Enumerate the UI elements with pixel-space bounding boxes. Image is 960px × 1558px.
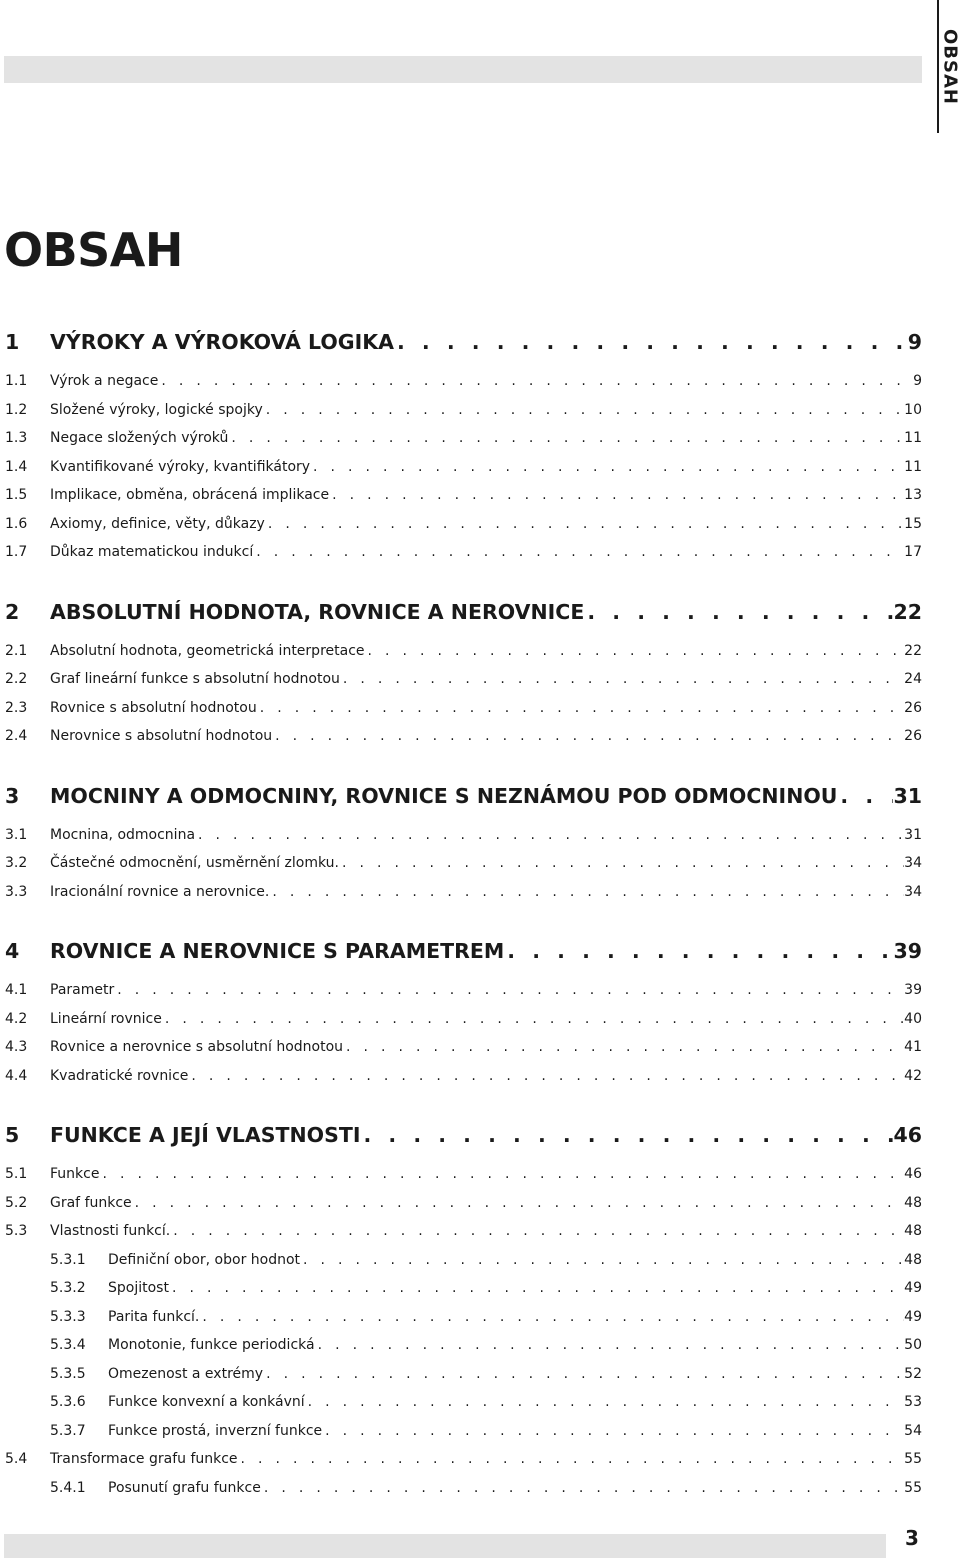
entry-number: 1.6 <box>5 515 28 532</box>
dot-leader <box>265 516 904 532</box>
dot-leader <box>238 1451 905 1467</box>
toc-chapter <box>0 330 922 573</box>
entry-title: Lineární rovnice <box>50 1010 162 1027</box>
chapter-heading[interactable] <box>0 1123 922 1166</box>
toc-subsection-entry[interactable] <box>0 1280 922 1309</box>
entry-number: 2.1 <box>5 642 28 659</box>
dot-leader <box>310 459 904 475</box>
entry-number: 1.7 <box>5 544 28 560</box>
dot-leader <box>253 544 904 560</box>
dot-leader <box>228 430 904 446</box>
entry-title: Kvantifikované výroky, kvantifikátory <box>50 458 311 475</box>
toc-subsection-entry[interactable] <box>0 1309 922 1338</box>
chapter-number: 5 <box>5 1123 20 1147</box>
entry-title: Nerovnice s absolutní hodnotou <box>50 728 273 744</box>
chapter-page: 46 <box>893 1123 922 1147</box>
toc-subsection-entry[interactable] <box>0 1480 922 1509</box>
dot-leader <box>257 700 904 716</box>
toc-section-entry[interactable] <box>0 700 922 729</box>
dot-leader <box>360 1123 893 1147</box>
entry-page: 40 <box>904 1010 922 1027</box>
chapter-title: ABSOLUTNÍ HODNOTA, ROVNICE A NEROVNICE <box>50 599 585 624</box>
chapter-title: MOCNINY A ODMOCNINY, ROVNICE S NEZNÁMOU POD ODMOCNINOU <box>50 783 838 808</box>
entry-title: Negace složených výroků <box>50 430 229 446</box>
entry-title: Graf funkce <box>50 1194 132 1211</box>
chapter-page: 39 <box>893 939 922 963</box>
entry-title: Implikace, obměna, obrácená implikace <box>50 487 330 503</box>
toc-section-entry[interactable] <box>0 827 922 856</box>
entry-page: 34 <box>904 883 922 900</box>
entry-number: 4.1 <box>5 982 28 998</box>
entry-number: 1.5 <box>5 487 28 503</box>
toc-section-entry[interactable] <box>0 671 922 700</box>
entry-title: Spojitost <box>108 1280 169 1296</box>
entry-number: 4.3 <box>5 1039 28 1055</box>
entry-page: 52 <box>904 1365 922 1382</box>
toc-section-entry[interactable] <box>0 487 922 516</box>
dot-leader <box>170 1223 904 1239</box>
entry-title: Funkce konvexní a konkávní <box>108 1394 305 1410</box>
toc-section-entry[interactable] <box>0 459 922 488</box>
entry-title: Částečné odmocnění, usměrnění zlomku. <box>50 855 339 871</box>
entry-title: Definiční obor, obor hodnot <box>108 1251 301 1268</box>
dot-leader <box>263 402 904 418</box>
entry-page: 55 <box>904 1479 922 1496</box>
toc-subsection-entry[interactable] <box>0 1394 922 1423</box>
toc-section-entry[interactable] <box>0 1166 922 1195</box>
dot-leader <box>504 939 893 963</box>
toc-section-entry[interactable] <box>0 1039 922 1068</box>
toc-subsection-entry[interactable] <box>0 1337 922 1366</box>
entry-title: Složené výroky, logické spojky <box>50 401 263 418</box>
side-tab <box>939 0 960 133</box>
entry-page: 49 <box>904 1280 922 1296</box>
toc-section-entry[interactable] <box>0 1011 922 1040</box>
dot-leader <box>195 827 904 843</box>
chapter-heading[interactable] <box>0 784 922 827</box>
entry-number: 5.3.7 <box>50 1422 86 1439</box>
dot-leader <box>261 1480 904 1496</box>
toc-section-entry[interactable] <box>0 855 922 884</box>
entry-page: 26 <box>904 699 922 716</box>
entry-number: 5.1 <box>5 1166 28 1182</box>
entry-number: 5.3 <box>5 1223 28 1239</box>
dot-leader <box>322 1423 904 1439</box>
entry-number: 5.3.5 <box>50 1365 86 1382</box>
entry-page: 49 <box>904 1308 922 1325</box>
toc-section-entry[interactable] <box>0 430 922 459</box>
entry-number: 1.4 <box>5 458 28 475</box>
entry-page: 53 <box>904 1394 922 1410</box>
page-number: 3 <box>905 1526 919 1550</box>
dot-leader <box>340 671 904 687</box>
header-bar <box>4 56 922 83</box>
toc-section-entry[interactable] <box>0 982 922 1011</box>
entry-number: 3.1 <box>5 826 28 843</box>
entry-page: 9 <box>913 373 922 389</box>
entry-number: 3.3 <box>5 883 28 900</box>
entry-number: 5.3.2 <box>50 1280 86 1296</box>
chapter-title: VÝROKY A VÝROKOVÁ LOGIKA <box>50 330 394 354</box>
toc-section-entry[interactable] <box>0 1451 922 1480</box>
toc-section-entry[interactable] <box>0 516 922 545</box>
dot-leader <box>305 1394 905 1410</box>
entry-title: Monotonie, funkce periodická <box>108 1337 315 1353</box>
entry-number: 4.4 <box>5 1067 28 1084</box>
dot-leader <box>272 728 904 744</box>
dot-leader <box>837 784 893 808</box>
dot-leader <box>269 884 904 900</box>
table-of-contents <box>0 330 922 1535</box>
entry-title: Vlastnosti funkcí. <box>50 1223 171 1239</box>
entry-page: 42 <box>904 1067 922 1084</box>
entry-number: 5.4.1 <box>50 1479 86 1496</box>
entry-title: Posunutí grafu funkce <box>108 1479 261 1496</box>
entry-number: 5.4 <box>5 1451 28 1467</box>
dot-leader <box>394 330 908 354</box>
entry-page: 55 <box>904 1451 922 1467</box>
chapter-number: 3 <box>5 783 20 808</box>
entry-page: 26 <box>904 728 922 744</box>
page-title: OBSAH <box>4 223 183 277</box>
dot-leader <box>300 1252 904 1268</box>
entry-title: Iracionální rovnice a nerovnice. <box>50 883 270 900</box>
entry-page: 48 <box>904 1194 922 1211</box>
entry-page: 46 <box>904 1166 922 1182</box>
chapter-page: 22 <box>893 599 922 624</box>
dot-leader <box>584 600 893 624</box>
entry-title: Rovnice a nerovnice s absolutní hodnotou <box>50 1039 344 1055</box>
entry-page: 13 <box>904 487 922 503</box>
entry-number: 5.3.3 <box>50 1308 86 1325</box>
entry-title: Parametr <box>50 982 115 998</box>
chapter-page: 31 <box>893 783 922 808</box>
toc-subsection-entry[interactable] <box>0 1252 922 1281</box>
entry-page: 54 <box>904 1422 922 1439</box>
entry-page: 11 <box>904 458 922 475</box>
entry-page: 48 <box>904 1223 922 1239</box>
toc-section-entry[interactable] <box>0 1068 922 1097</box>
toc-section-entry[interactable] <box>0 728 922 757</box>
entry-page: 15 <box>904 515 922 532</box>
dot-leader <box>343 1039 904 1055</box>
dot-leader <box>114 982 904 998</box>
chapter-heading[interactable] <box>0 939 922 982</box>
chapter-title: FUNKCE A JEJÍ VLASTNOSTI <box>50 1123 361 1147</box>
entry-page: 41 <box>904 1039 922 1055</box>
entry-page: 24 <box>904 671 922 687</box>
entry-title: Funkce prostá, inverzní funkce <box>108 1422 323 1439</box>
dot-leader <box>99 1166 904 1182</box>
entry-page: 39 <box>904 982 922 998</box>
toc-section-entry[interactable] <box>0 1223 922 1252</box>
dot-leader <box>162 1011 904 1027</box>
dot-leader <box>339 855 904 871</box>
entry-title: Omezenost a extrémy <box>108 1365 264 1382</box>
entry-title: Graf lineární funkce s absolutní hodnotou <box>50 671 340 687</box>
toc-section-entry[interactable] <box>0 1195 922 1224</box>
toc-chapter <box>0 600 922 757</box>
dot-leader <box>158 373 913 389</box>
entry-number: 5.3.6 <box>50 1394 86 1410</box>
entry-page: 11 <box>904 430 922 446</box>
dot-leader <box>199 1309 904 1325</box>
entry-page: 48 <box>904 1251 922 1268</box>
chapter-title: ROVNICE A NEROVNICE S PARAMETREM <box>50 939 505 963</box>
entry-title: Důkaz matematickou indukcí <box>50 544 254 560</box>
chapter-heading[interactable] <box>0 600 922 643</box>
dot-leader <box>315 1337 905 1353</box>
chapter-number: 4 <box>5 939 20 963</box>
entry-number: 5.2 <box>5 1194 28 1211</box>
dot-leader <box>263 1366 904 1382</box>
entry-number: 3.2 <box>5 855 28 871</box>
entry-page: 50 <box>904 1337 922 1353</box>
entry-page: 31 <box>904 826 922 843</box>
dot-leader <box>132 1195 905 1211</box>
entry-number: 5.3.4 <box>50 1337 86 1353</box>
entry-title: Mocnina, odmocnina <box>50 826 196 843</box>
toc-chapter <box>0 939 922 1096</box>
chapter-page: 9 <box>907 330 922 354</box>
entry-title: Transformace grafu funkce <box>50 1451 238 1467</box>
entry-number: 1.2 <box>5 401 28 418</box>
toc-section-entry[interactable] <box>0 643 922 672</box>
entry-title: Kvadratické rovnice <box>50 1067 189 1084</box>
dot-leader <box>365 643 905 659</box>
chapter-heading[interactable] <box>0 330 922 373</box>
entry-title: Axiomy, definice, věty, důkazy <box>50 515 265 532</box>
entry-number: 2.3 <box>5 699 28 716</box>
toc-subsection-entry[interactable] <box>0 1423 922 1452</box>
toc-section-entry[interactable] <box>0 884 922 913</box>
toc-subsection-entry[interactable] <box>0 1366 922 1395</box>
toc-section-entry[interactable] <box>0 544 922 573</box>
footer-bar <box>4 1534 886 1558</box>
entry-number: 4.2 <box>5 1010 28 1027</box>
toc-chapter <box>0 784 922 913</box>
entry-page: 34 <box>904 855 922 871</box>
side-tab-label: OBSAH <box>939 28 960 105</box>
entry-title: Rovnice s absolutní hodnotou <box>50 699 257 716</box>
dot-leader <box>329 487 904 503</box>
entry-title: Výrok a negace <box>50 373 159 389</box>
dot-leader <box>169 1280 904 1296</box>
entry-title: Absolutní hodnota, geometrická interpretace <box>50 642 365 659</box>
entry-number: 5.3.1 <box>50 1251 86 1268</box>
toc-section-entry[interactable] <box>0 373 922 402</box>
toc-section-entry[interactable] <box>0 402 922 431</box>
entry-number: 1.3 <box>5 430 28 446</box>
entry-page: 17 <box>904 544 922 560</box>
entry-page: 10 <box>904 401 922 418</box>
entry-number: 1.1 <box>5 373 28 389</box>
entry-title: Parita funkcí. <box>108 1308 200 1325</box>
chapter-number: 1 <box>5 330 20 354</box>
entry-page: 22 <box>904 642 922 659</box>
dot-leader <box>188 1068 904 1084</box>
entry-number: 2.2 <box>5 671 28 687</box>
entry-title: Funkce <box>50 1166 100 1182</box>
toc-chapter <box>0 1123 922 1508</box>
chapter-number: 2 <box>5 599 20 624</box>
entry-number: 2.4 <box>5 728 28 744</box>
